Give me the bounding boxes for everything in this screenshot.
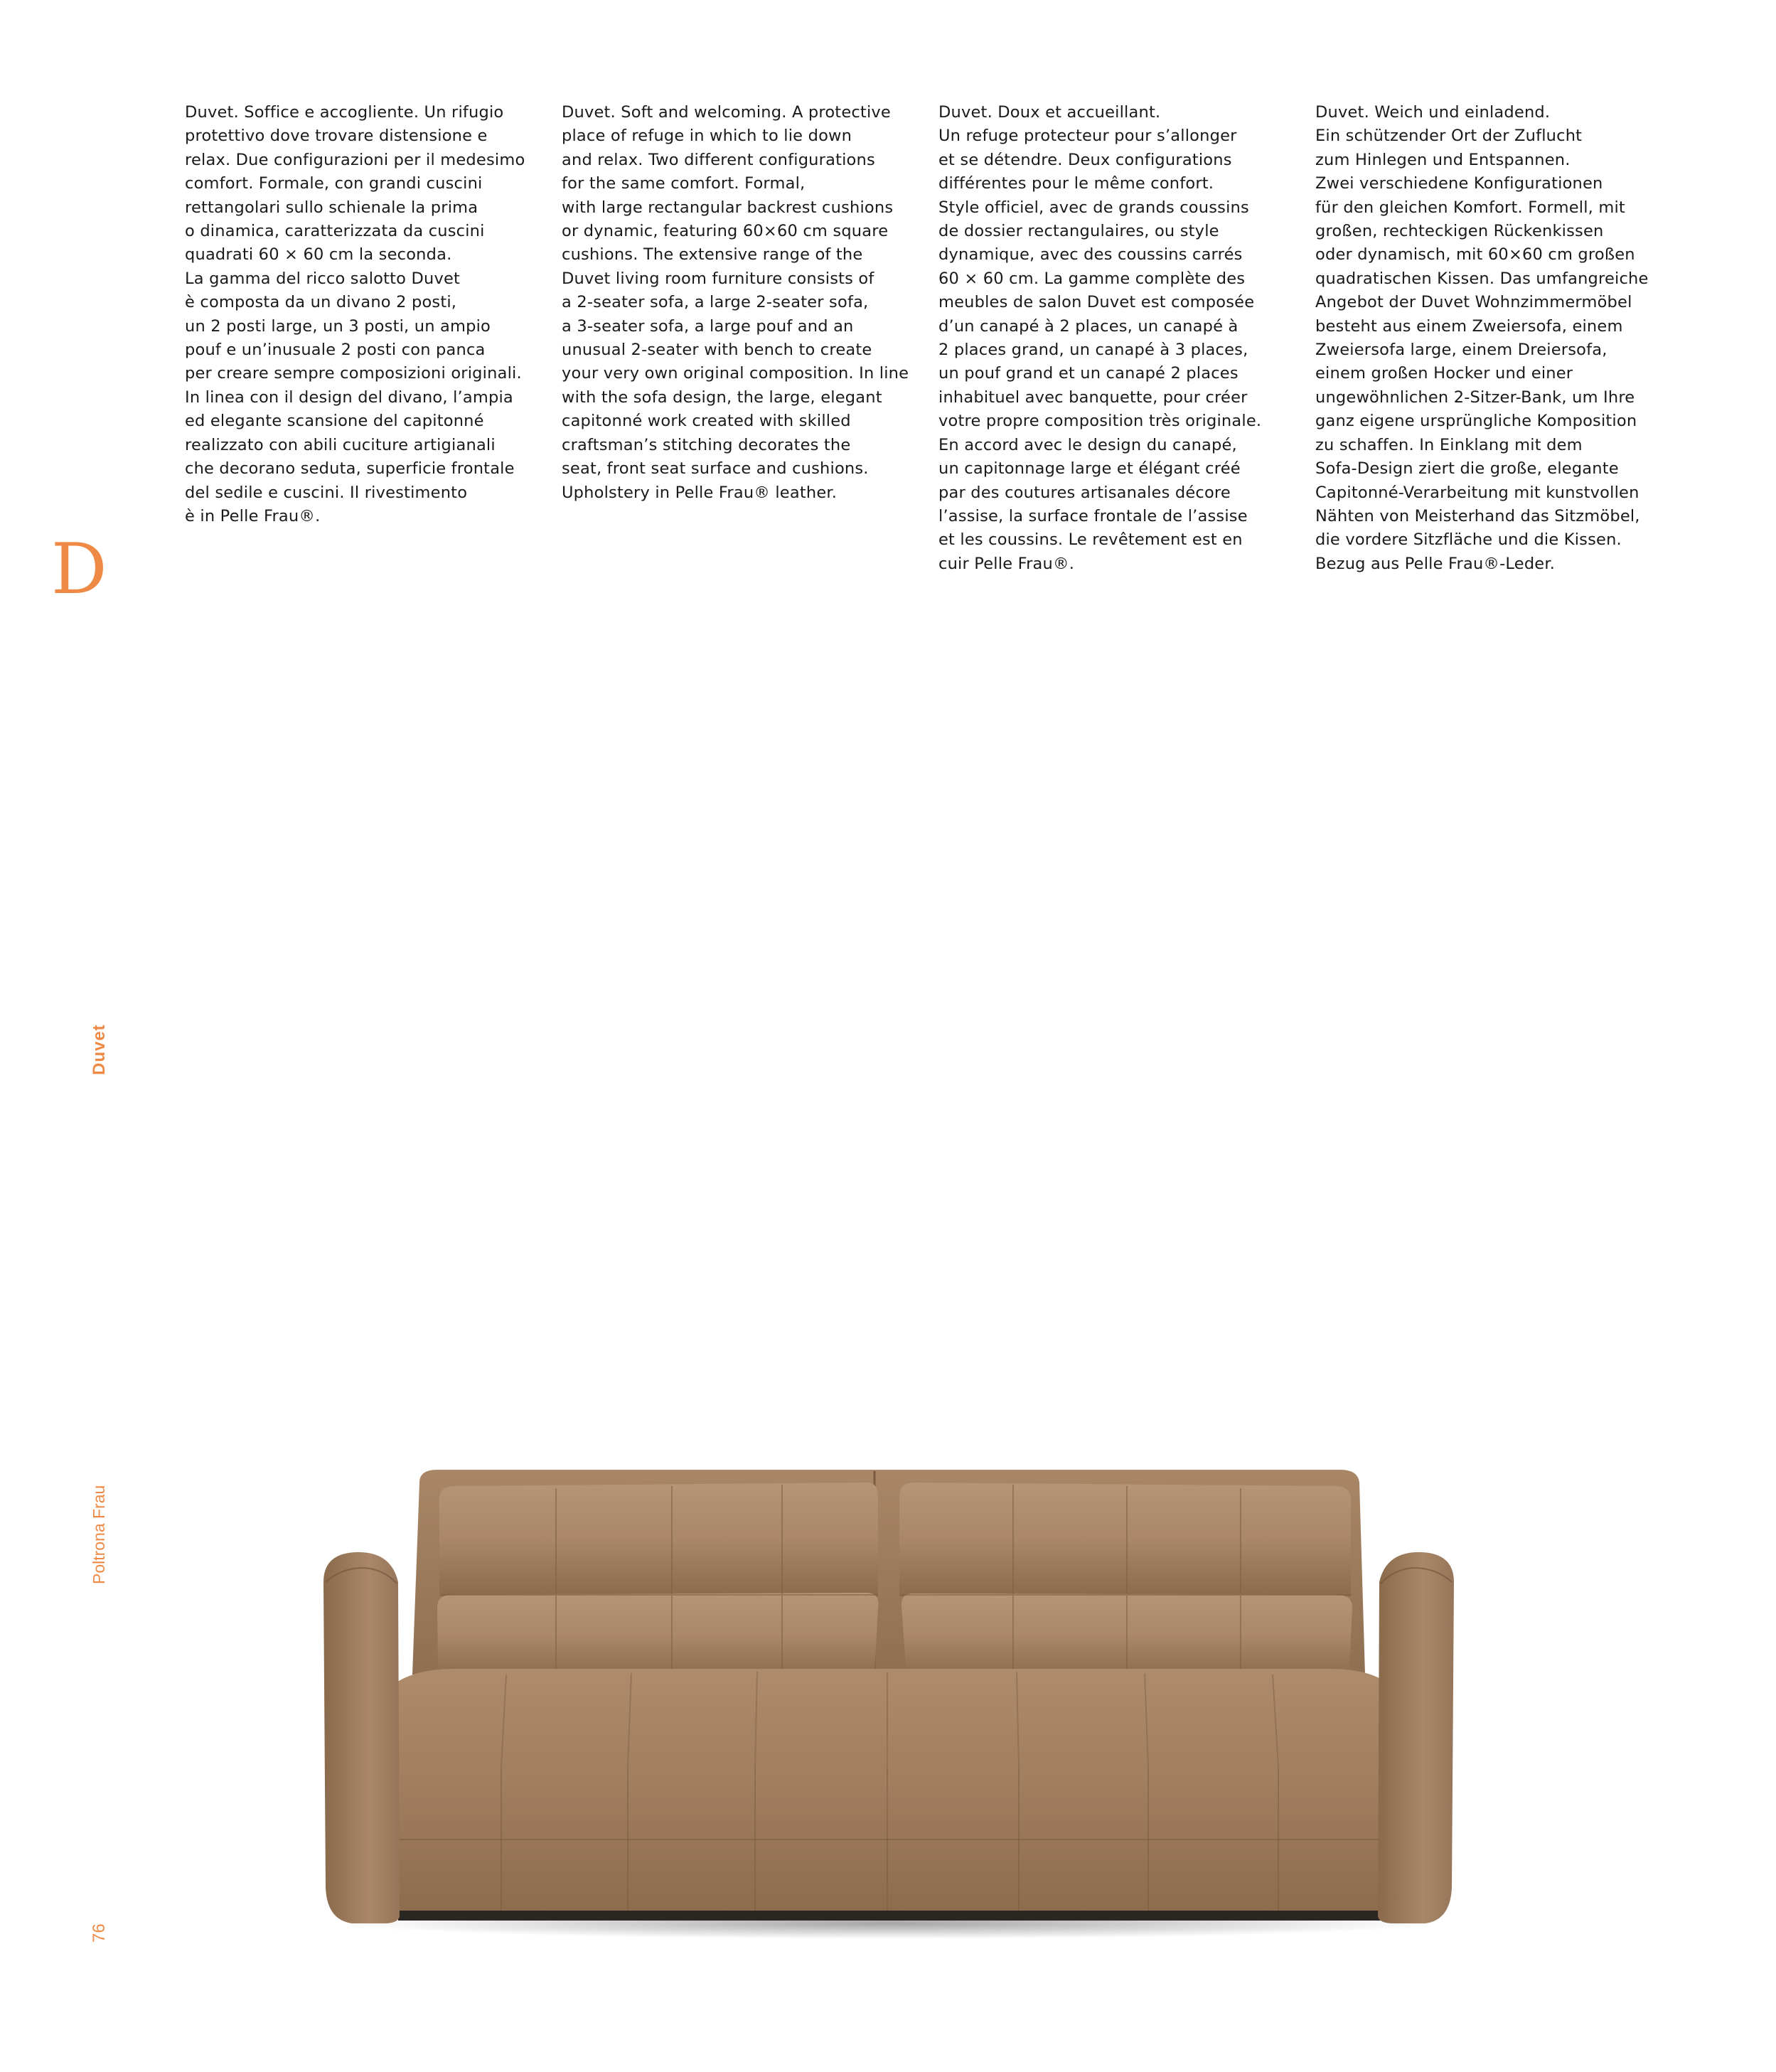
text-line: Bezug aus Pelle Frau®-Leder. [1315, 554, 1556, 573]
text-line: with the sofa design, the large, elegant [562, 388, 882, 407]
text-line: Angebot der Duvet Wohnzimmermöbel [1315, 293, 1632, 312]
text-line: craftsman’s stitching decorates the [562, 435, 851, 454]
text-line: Nähten von Meisterhand das Sitzmöbel, [1315, 506, 1640, 525]
text-line: pouf e un’inusuale 2 posti con panca [185, 341, 486, 360]
text-line: comfort. Formale, con grandi cuscini [185, 174, 483, 193]
text-column-italian [185, 101, 540, 528]
text-column-french [938, 101, 1294, 576]
text-line: un capitonnage large et élégant créé [938, 459, 1241, 479]
text-line: quadrati 60 × 60 cm la seconda. [185, 245, 452, 265]
text-line: a 3-seater sofa, a large pouf and an [562, 316, 854, 336]
text-line: meubles de salon Duvet est composée [938, 293, 1255, 312]
text-line: besteht aus einem Zweiersofa, einem [1315, 316, 1623, 336]
text-line: quadratischen Kissen. Das umfangreiche [1315, 269, 1649, 288]
text-line: zum Hinlegen und Entspannen. [1315, 150, 1571, 169]
text-line: Sofa-Design ziert die große, elegante [1315, 459, 1619, 479]
text-line: votre propre composition très originale. [938, 412, 1262, 431]
text-line: your very own original composition. In line [562, 364, 909, 383]
text-line: Upholstery in Pelle Frau® leather. [562, 483, 838, 502]
text-line: Zweiersofa large, einem Dreiersofa, [1315, 341, 1608, 360]
text-line: de dossier rectangulaires, ou style [938, 222, 1219, 241]
text-line: Duvet. Soffice e accogliente. Un rifugio [185, 103, 504, 122]
text-line: seat, front seat surface and cushions. [562, 459, 869, 479]
text-line: un pouf grand et un canapé 2 places [938, 364, 1239, 383]
text-line: ganz eigene ursprüngliche Komposition [1315, 412, 1637, 431]
text-line: différentes pour le même confort. [938, 174, 1214, 193]
text-line: è composta da un divano 2 posti, [185, 293, 457, 312]
text-column-german [1315, 101, 1671, 576]
text-line: die vordere Sitzfläche und die Kissen. [1315, 530, 1622, 550]
text-line: ungewöhnlichen 2-Sitzer-Bank, um Ihre [1315, 388, 1635, 407]
text-line: In linea con il design del divano, l’ampia [185, 388, 513, 407]
page-number: 76 [90, 1923, 109, 1943]
section-letter: D [51, 529, 107, 610]
text-line: et se détendre. Deux configurations [938, 150, 1232, 169]
text-line: inhabituel avec banquette, pour créer [938, 388, 1248, 407]
text-line: Capitonné-Verarbeitung mit kunstvollen [1315, 483, 1639, 502]
text-line: Style officiel, avec de grands coussins [938, 198, 1249, 217]
text-line: La gamma del ricco salotto Duvet [185, 269, 461, 288]
text-line: un 2 posti large, un 3 posti, un ampio [185, 316, 491, 336]
text-line: unusual 2-seater with bench to create [562, 341, 872, 360]
text-line: relax. Due configurazioni per il medesimo [185, 150, 525, 169]
text-line: Ein schützender Ort der Zuflucht [1315, 127, 1583, 146]
text-line: a 2-seater sofa, a large 2-seater sofa, [562, 293, 869, 312]
sofa-photo [313, 1461, 1465, 1959]
text-line: Duvet. Soft and welcoming. A protective [562, 103, 891, 122]
text-line: cuir Pelle Frau®. [938, 554, 1075, 573]
text-line: d’un canapé à 2 places, un canapé à [938, 316, 1239, 336]
text-line: capitonné work created with skilled [562, 412, 851, 431]
text-line: Zwei verschiedene Konfigurationen [1315, 174, 1603, 193]
text-line: einem großen Hocker und einer [1315, 364, 1573, 383]
text-line: für den gleichen Komfort. Formell, mit [1315, 198, 1625, 217]
text-line: l’assise, la surface frontale de l’assise [938, 506, 1248, 525]
text-column-english [562, 101, 917, 505]
text-line: Duvet living room furniture consists of [562, 269, 874, 288]
text-line: è in Pelle Frau®. [185, 506, 321, 525]
text-line: with large rectangular backrest cushions [562, 198, 894, 217]
text-line: o dinamica, caratterizzata da cuscini [185, 222, 485, 241]
text-line: del sedile e cuscini. Il rivestimento [185, 483, 468, 502]
text-line: cushions. The extensive range of the [562, 245, 863, 265]
text-line: or dynamic, featuring 60×60 cm square [562, 222, 889, 241]
text-line: protettivo dove trovare distensione e [185, 127, 488, 146]
text-line: rettangolari sullo schienale la prima [185, 198, 478, 217]
text-line: zu schaffen. In Einklang mit dem [1315, 435, 1583, 454]
side-brand: Poltrona Frau [90, 1485, 108, 1584]
text-line: Duvet. Weich und einladend. [1315, 103, 1551, 122]
text-line: oder dynamisch, mit 60×60 cm großen [1315, 245, 1635, 265]
side-title: Duvet [90, 1024, 109, 1075]
text-line: and relax. Two different configurations [562, 150, 875, 169]
text-line: ed elegante scansione del capitonné [185, 412, 484, 431]
text-line: Un refuge protecteur pour s’allonger [938, 127, 1237, 146]
text-line: for the same comfort. Formal, [562, 174, 806, 193]
text-line: et les coussins. Le revêtement est en [938, 530, 1243, 550]
text-line: par des coutures artisanales décore [938, 483, 1231, 502]
text-line: 2 places grand, un canapé à 3 places, [938, 341, 1248, 360]
text-line: Duvet. Doux et accueillant. [938, 103, 1161, 122]
text-line: En accord avec le design du canapé, [938, 435, 1237, 454]
text-line: che decorano seduta, superficie frontale [185, 459, 515, 479]
text-line: dynamique, avec des coussins carrés [938, 245, 1243, 265]
text-line: place of refuge in which to lie down [562, 127, 852, 146]
text-line: per creare sempre composizioni originali. [185, 364, 522, 383]
text-line: großen, rechteckigen Rückenkissen [1315, 222, 1604, 241]
text-line: 60 × 60 cm. La gamme complète des [938, 269, 1246, 288]
text-line: realizzato con abili cuciture artigianali [185, 435, 496, 454]
